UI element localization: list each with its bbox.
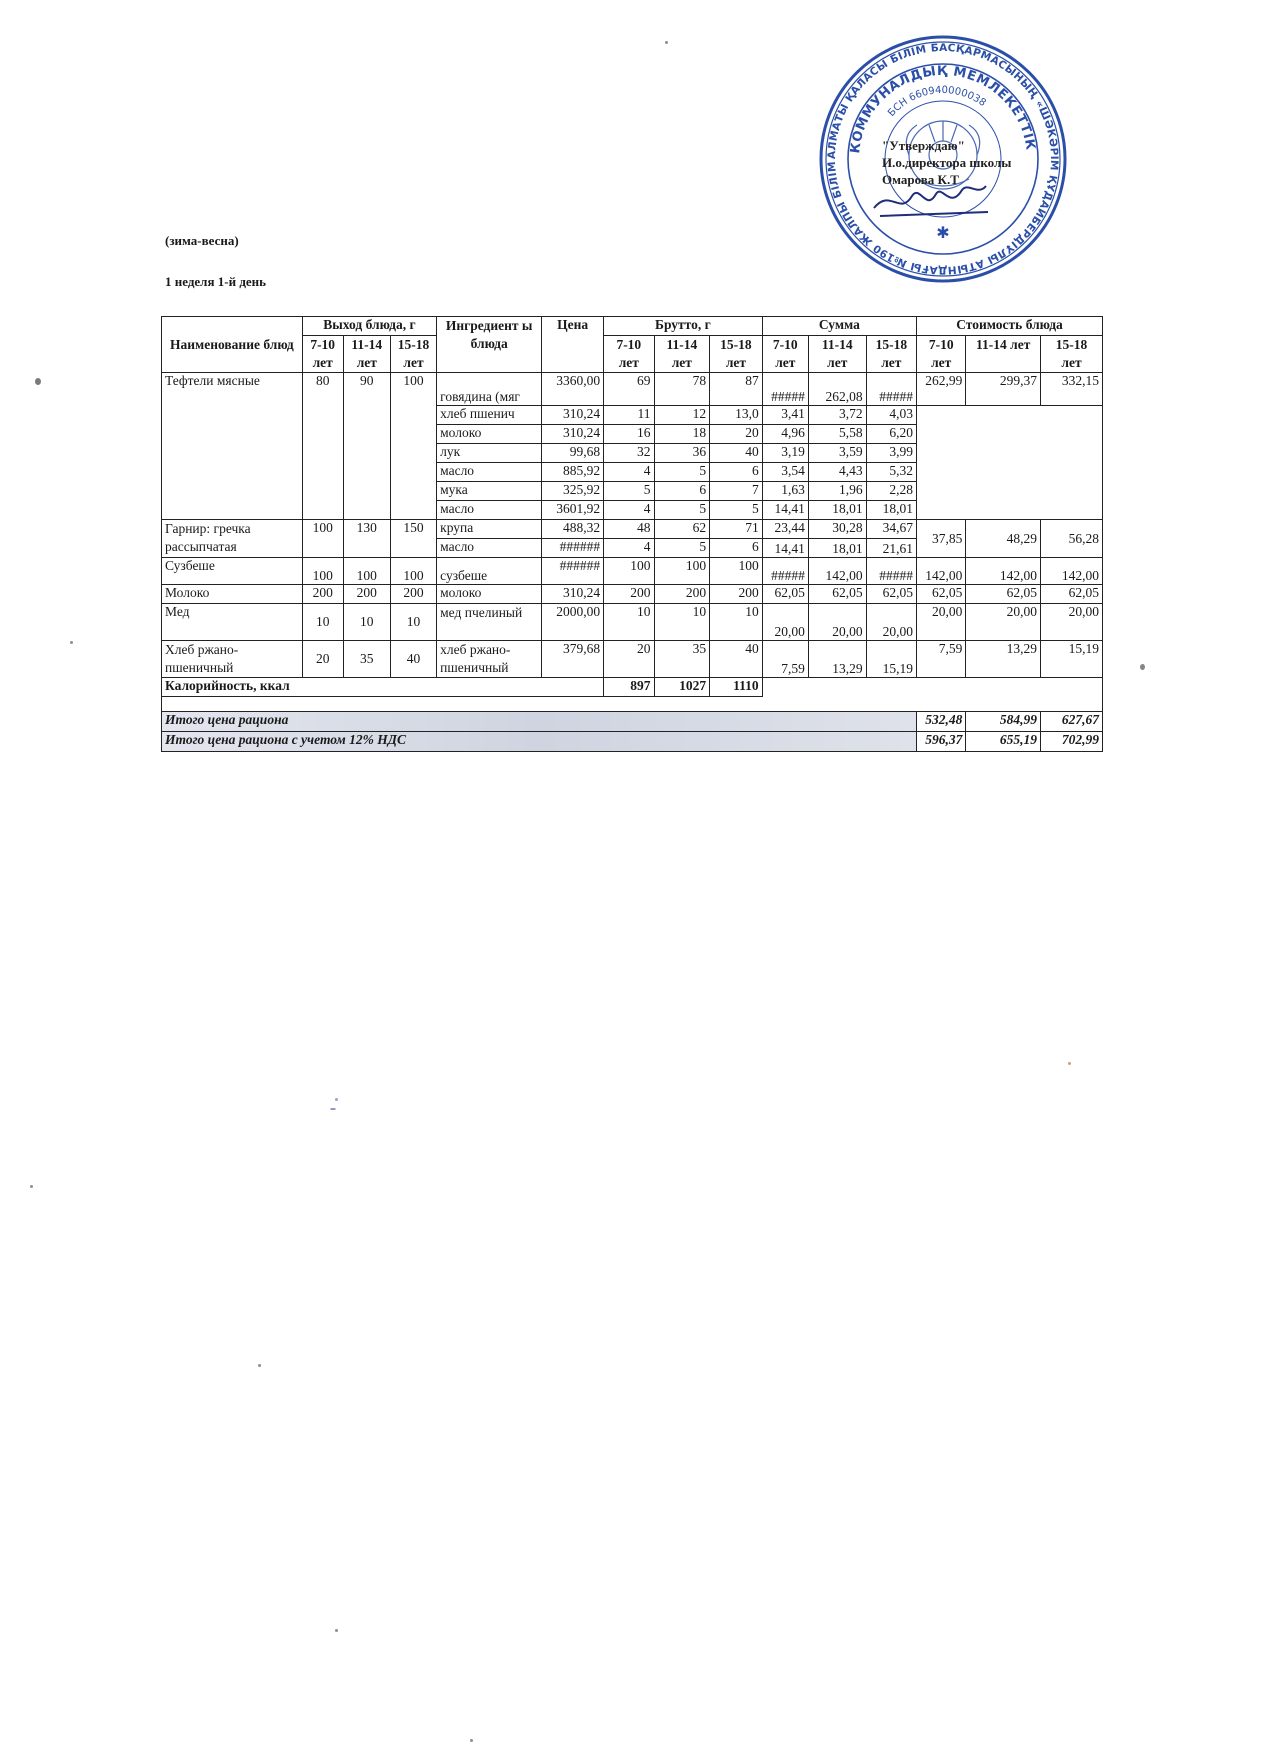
cost-value: 142,00 [1040, 558, 1102, 585]
output-value: 90 [343, 373, 390, 520]
svg-text:✱: ✱ [936, 223, 950, 242]
sum-value: 4,03 [866, 406, 916, 425]
brutto-value: 10 [654, 604, 710, 641]
age-header: 7-10 лет [604, 336, 654, 373]
cost-value: 262,99 [917, 373, 966, 406]
day-label: 1 неделя 1-й день [165, 274, 267, 289]
col-header-price: Цена [542, 317, 604, 373]
table-row [162, 641, 1103, 678]
cost-value: 13,29 [966, 641, 1041, 678]
output-value: 100 [390, 373, 436, 520]
brutto-value: 5 [654, 539, 710, 558]
sum-value: 142,00 [808, 558, 866, 585]
ingredient-name: хлеб пшенич [437, 406, 542, 425]
brutto-value: 6 [654, 482, 710, 501]
sum-value: 30,28 [808, 520, 866, 539]
total-vat-value: 655,19 [966, 732, 1041, 752]
sum-value: 5,32 [866, 463, 916, 482]
cost-value: 62,05 [917, 585, 966, 604]
output-value: 100 [302, 558, 343, 585]
dish-name: Гарнир: гречка рассыпчатая [162, 520, 303, 558]
sum-value: 15,19 [866, 641, 916, 678]
sum-value: 7,59 [762, 641, 808, 678]
ingredient-name: сузбеше [437, 558, 542, 585]
price-value: 310,24 [542, 406, 604, 425]
brutto-value: 18 [654, 425, 710, 444]
age-header: 15-18 лет [1040, 336, 1102, 373]
sum-value: 3,54 [762, 463, 808, 482]
approval-line-1: "Утверждаю" [882, 138, 965, 153]
sum-value: 14,41 [762, 539, 808, 558]
scan-speck [35, 378, 41, 385]
svg-text:БСН 660940000038: БСН 660940000038 [886, 84, 988, 119]
brutto-value: 40 [710, 444, 763, 463]
total-label: Итого цена рациона [162, 712, 917, 732]
col-header-sum: Сумма [762, 317, 916, 336]
sum-value: ##### [866, 558, 916, 585]
brutto-value: 16 [604, 425, 654, 444]
table-subheader-row [162, 336, 1103, 373]
price-value: 379,68 [542, 641, 604, 678]
empty-cost-cell [917, 406, 1103, 520]
brutto-value: 5 [654, 501, 710, 520]
brutto-value: 32 [604, 444, 654, 463]
spacer-row [162, 697, 1103, 712]
table-header-row [162, 317, 1103, 336]
brutto-value: 36 [654, 444, 710, 463]
age-header: 15-18 лет [390, 336, 436, 373]
total-vat-row [162, 732, 1103, 752]
menu-table [161, 316, 1103, 752]
sum-value: 3,19 [762, 444, 808, 463]
cost-value: 62,05 [966, 585, 1041, 604]
brutto-value: 40 [710, 641, 763, 678]
col-header-name: Наименование блюд [162, 317, 303, 373]
ingredient-name: масло [437, 463, 542, 482]
sum-value: 3,41 [762, 406, 808, 425]
brutto-value: 12 [654, 406, 710, 425]
total-vat-value: 596,37 [917, 732, 966, 752]
brutto-value: 6 [710, 539, 763, 558]
table-row [162, 585, 1103, 604]
output-value: 10 [343, 604, 390, 641]
col-header-ingredients: Ингредиент ы блюда [437, 317, 542, 373]
price-value: 488,32 [542, 520, 604, 539]
brutto-value: 48 [604, 520, 654, 539]
sum-value: 14,41 [762, 501, 808, 520]
sum-value: 13,29 [808, 641, 866, 678]
scan-speck [30, 1185, 33, 1188]
sum-value: 18,01 [866, 501, 916, 520]
output-value: 40 [390, 641, 436, 678]
output-value: 200 [343, 585, 390, 604]
col-header-output: Выход блюда, г [302, 317, 436, 336]
cost-value: 7,59 [917, 641, 966, 678]
calories-value: 897 [604, 678, 654, 697]
output-value: 200 [302, 585, 343, 604]
dish-name: Мед [162, 604, 303, 641]
table-row [162, 604, 1103, 641]
sum-value: 18,01 [808, 539, 866, 558]
table-row [162, 558, 1103, 585]
sum-value: 3,99 [866, 444, 916, 463]
cost-value: 332,15 [1040, 373, 1102, 406]
cost-value: 37,85 [917, 520, 966, 558]
brutto-value: 78 [654, 373, 710, 406]
sum-value: 20,00 [762, 604, 808, 641]
ingredient-name: лук [437, 444, 542, 463]
calories-label: Калорийность, ккал [162, 678, 604, 697]
brutto-value: 4 [604, 539, 654, 558]
sum-value: 5,58 [808, 425, 866, 444]
sum-value: 2,28 [866, 482, 916, 501]
ingredient-name: масло [437, 539, 542, 558]
cost-value: 20,00 [917, 604, 966, 641]
scan-speck [335, 1098, 338, 1101]
svg-text:АЛМАТЫ ҚАЛАСЫ БІЛІМ БАСҚАРМАСЫ: АЛМАТЫ ҚАЛАСЫ БІЛІМ БАСҚАРМАСЫНЫҢ «ШӘКӘРІМ ҚҰДАЙБЕРДІҰЛЫ АТЫНДАҒЫ №190 ЖАЛПЫ БІЛІМ [825, 41, 1061, 277]
brutto-value: 200 [604, 585, 654, 604]
output-value: 100 [302, 520, 343, 558]
output-value: 10 [390, 604, 436, 641]
sum-value: ##### [762, 558, 808, 585]
sum-value: ##### [866, 373, 916, 406]
price-value: 3601,92 [542, 501, 604, 520]
price-value: 325,92 [542, 482, 604, 501]
cost-value: 142,00 [966, 558, 1041, 585]
ingredient-name: хлеб ржано-пшеничный [437, 641, 542, 678]
output-value: 150 [390, 520, 436, 558]
cost-value: 20,00 [966, 604, 1041, 641]
approval-line-3: Омарова К.Т [882, 172, 959, 187]
sum-value: 34,67 [866, 520, 916, 539]
sum-value: 1,96 [808, 482, 866, 501]
output-value: 130 [343, 520, 390, 558]
sum-value: 1,63 [762, 482, 808, 501]
calories-row [162, 678, 1103, 697]
scan-speck [330, 1108, 336, 1110]
sum-value: 62,05 [866, 585, 916, 604]
output-value: 10 [302, 604, 343, 641]
output-value: 80 [302, 373, 343, 520]
brutto-value: 87 [710, 373, 763, 406]
output-value: 200 [390, 585, 436, 604]
brutto-value: 10 [710, 604, 763, 641]
sum-value: 62,05 [808, 585, 866, 604]
empty-cell [762, 678, 1102, 697]
ingredient-name: масло [437, 501, 542, 520]
brutto-value: 200 [710, 585, 763, 604]
scan-speck [70, 641, 73, 644]
brutto-value: 100 [710, 558, 763, 585]
brutto-value: 5 [710, 501, 763, 520]
total-value: 627,67 [1040, 712, 1102, 732]
col-header-cost: Стоимость блюда [917, 317, 1103, 336]
dish-name: Сузбеше [162, 558, 303, 585]
total-vat-value: 702,99 [1040, 732, 1102, 752]
brutto-value: 10 [604, 604, 654, 641]
brutto-value: 71 [710, 520, 763, 539]
total-row [162, 712, 1103, 732]
brutto-value: 20 [604, 641, 654, 678]
approval-line-2: И.о.директора школы [882, 155, 1012, 170]
price-value: 310,24 [542, 585, 604, 604]
total-value: 532,48 [917, 712, 966, 732]
calories-value: 1027 [654, 678, 710, 697]
cost-value: 15,19 [1040, 641, 1102, 678]
svg-text:КОММУНАЛДЫҚ МЕМЛЕКЕТТІК МЕКЕМЕ: КОММУНАЛДЫҚ МЕМЛЕКЕТТІК [848, 63, 1038, 155]
season-label: (зима-весна) [165, 233, 239, 248]
ingredient-name: крупа [437, 520, 542, 539]
age-header: 11-14 лет [343, 336, 390, 373]
brutto-value: 4 [604, 463, 654, 482]
scan-speck [335, 1629, 338, 1632]
brutto-value: 100 [654, 558, 710, 585]
sum-value: 262,08 [808, 373, 866, 406]
sum-value: 18,01 [808, 501, 866, 520]
price-value: 2000,00 [542, 604, 604, 641]
brutto-value: 200 [654, 585, 710, 604]
sum-value: 6,20 [866, 425, 916, 444]
col-header-brutto: Брутто, г [604, 317, 763, 336]
cost-value: 48,29 [966, 520, 1041, 558]
brutto-value: 5 [654, 463, 710, 482]
brutto-value: 4 [604, 501, 654, 520]
scan-speck [1140, 664, 1145, 670]
price-value: 3360,00 [542, 373, 604, 406]
age-header: 7-10 лет [762, 336, 808, 373]
price-value: ###### [542, 539, 604, 558]
cost-value: 62,05 [1040, 585, 1102, 604]
empty-cell [162, 697, 1103, 712]
price-value: ###### [542, 558, 604, 585]
price-value: 310,24 [542, 425, 604, 444]
age-header: 7-10 лет [917, 336, 966, 373]
sum-value: 3,59 [808, 444, 866, 463]
age-header: 7-10 лет [302, 336, 343, 373]
sum-value: 20,00 [808, 604, 866, 641]
ingredient-name: мед пчелиный [437, 604, 542, 641]
ingredient-name: мука [437, 482, 542, 501]
brutto-value: 7 [710, 482, 763, 501]
sum-value: 23,44 [762, 520, 808, 539]
sum-value: 3,72 [808, 406, 866, 425]
sum-value: 4,96 [762, 425, 808, 444]
age-header: 11-14 лет [966, 336, 1041, 373]
output-value: 100 [390, 558, 436, 585]
age-header: 15-18 лет [866, 336, 916, 373]
age-header: 11-14 лет [808, 336, 866, 373]
output-value: 100 [343, 558, 390, 585]
dish-name: Хлеб ржано-пшеничный [162, 641, 303, 678]
brutto-value: 20 [710, 425, 763, 444]
cost-value: 56,28 [1040, 520, 1102, 558]
brutto-value: 11 [604, 406, 654, 425]
total-value: 584,99 [966, 712, 1041, 732]
cost-value: 20,00 [1040, 604, 1102, 641]
sum-value: 20,00 [866, 604, 916, 641]
scan-speck [665, 41, 668, 44]
scan-speck [258, 1364, 261, 1367]
brutto-value: 35 [654, 641, 710, 678]
scan-speck [470, 1739, 473, 1742]
ingredient-name: молоко [437, 425, 542, 444]
sum-value: ##### [762, 373, 808, 406]
price-value: 99,68 [542, 444, 604, 463]
age-header: 11-14 лет [654, 336, 710, 373]
sum-value: 21,61 [866, 539, 916, 558]
ingredient-name: молоко [437, 585, 542, 604]
output-value: 20 [302, 641, 343, 678]
age-header: 15-18 лет [710, 336, 763, 373]
calories-value: 1110 [710, 678, 763, 697]
sum-value: 4,43 [808, 463, 866, 482]
brutto-value: 62 [654, 520, 710, 539]
brutto-value: 13,0 [710, 406, 763, 425]
brutto-value: 100 [604, 558, 654, 585]
dish-name: Тефтели мясные [162, 373, 303, 520]
price-value: 885,92 [542, 463, 604, 482]
total-vat-label: Итого цена рациона с учетом 12% НДС [162, 732, 917, 752]
signature-icon [870, 178, 990, 224]
sum-value: 62,05 [762, 585, 808, 604]
cost-value: 142,00 [917, 558, 966, 585]
table-row [162, 373, 1103, 406]
output-value: 35 [343, 641, 390, 678]
scan-speck [1068, 1062, 1071, 1065]
ingredient-name: говядина (мяг [437, 373, 542, 406]
table-row [162, 520, 1103, 539]
brutto-value: 6 [710, 463, 763, 482]
cost-value: 299,37 [966, 373, 1041, 406]
brutto-value: 69 [604, 373, 654, 406]
brutto-value: 5 [604, 482, 654, 501]
dish-name: Молоко [162, 585, 303, 604]
